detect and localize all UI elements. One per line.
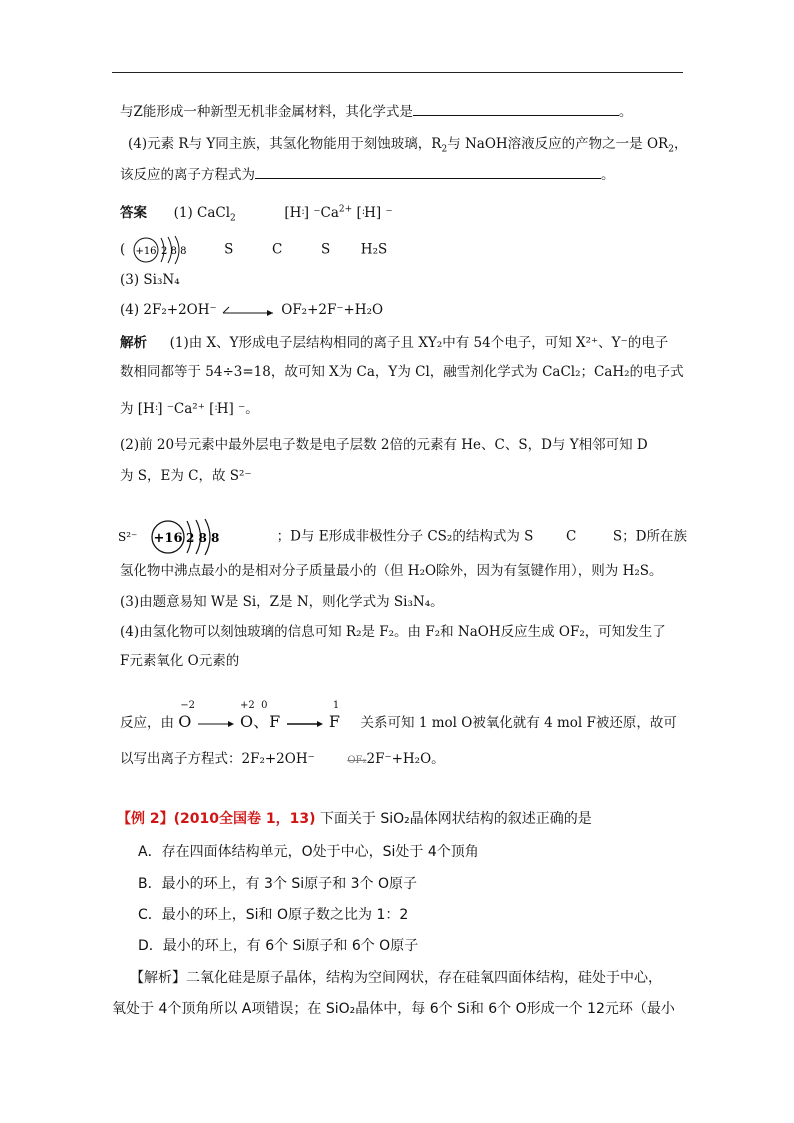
- electron-dots: :: [361, 206, 365, 217]
- oxidation-f: 1 F: [328, 700, 340, 731]
- answer-2-item: C: [272, 241, 283, 258]
- question-line-1: 与Z能形成一种新型无机非金属材料，其化学式是 。: [120, 101, 632, 122]
- answer-line-1: 答案 (1) CaCl$_2$ [H:] $^-Ca^{2+}$ [:H] ⁻: [120, 204, 393, 224]
- answer-label: 答案: [120, 205, 147, 221]
- strike-product: OF₂: [347, 755, 367, 766]
- transfer-arrow: [196, 718, 236, 730]
- electron-dots: :: [301, 206, 304, 217]
- analysis-line-1: 解析 (1)由 X、Y形成电子层结构相同的离子且 XY₂中有 54个电子，可知 X²⁺、Y⁻的电子: [120, 335, 669, 351]
- electron-dots: :: [214, 402, 217, 413]
- option-b: B．最小的环上，有 3个 Si原子和 3个 O原子: [138, 876, 418, 892]
- reaction-arrow: [221, 304, 277, 318]
- shell-electrons: 2 8 8: [186, 531, 220, 545]
- example-2-analysis-2: 氧处于 4个顶角所以 A项错误；在 SiO₂晶体中，每 6个 Si和 6个 O形成一个 12元环（最小: [112, 1001, 675, 1017]
- analysis-line-3: 为 [H:] ⁻Ca²⁺ [:H] ⁻。: [120, 401, 259, 417]
- electron-dots: :: [154, 402, 158, 413]
- example-2-analysis-1: 【解析】二氧化硅是原子晶体，结构为空间网状，存在硅氧四面体结构，硅处于中心，: [130, 970, 662, 986]
- analysis-4-line-1: (4)由氢化物可以刻蚀玻璃的信息可知 R₂是 F₂。由 F₂和 NaOH反应生成 OF₂，可知发生了: [120, 624, 666, 640]
- oxidation-o-f: +2 0 O、F: [240, 700, 281, 731]
- answer-line-2: ( +16 2 8 8 S C S H₂S: [120, 235, 387, 265]
- example-2-title: 【例 2】(2010全国卷 1，13) 下面关于 SiO₂晶体网状结构的叙述正确的是: [117, 811, 592, 827]
- nucleus-charge: +16: [135, 246, 157, 257]
- analysis-label: 解析: [120, 335, 147, 351]
- answer-blank-2[interactable]: [255, 164, 601, 179]
- example-tag: 【例 2】(2010全国卷 1，13): [117, 811, 316, 827]
- transfer-arrow: [285, 718, 325, 730]
- nucleus-charge: +16: [153, 531, 183, 546]
- answer-2-item: S: [320, 241, 331, 258]
- answer-blank-1[interactable]: [413, 101, 619, 116]
- oxidation-o-minus2: −2 O: [178, 700, 196, 731]
- sulfur-atom-diagram: [130, 235, 200, 265]
- analysis-2-line-3: S²⁻ +16 2 8 8 ；D与 E形成非极性分子 CS₂的结构式为 S C S；D所在族: [118, 517, 687, 557]
- answer-line-4: (4) 2F₂+2OH⁻ OF₂+2F⁻+H₂O: [120, 302, 384, 318]
- analysis-4-line-2: F元素氧化 O元素的: [120, 653, 240, 669]
- option-a: A．存在四面体结构单元，O处于中心，Si处于 4个顶角: [138, 844, 479, 860]
- option-c: C．最小的环上，Si和 O原子数之比为 1：2: [138, 907, 409, 923]
- analysis-2-line-2: 为 S，E为 C，故 S²⁻: [120, 468, 252, 484]
- analysis-2-line-1: (2)前 20号元素中最外层电子数是电子层数 2倍的元素有 He、C、S，D与 Y相邻可知 D: [120, 437, 648, 453]
- header-rule: [112, 72, 683, 73]
- sulfide-ion-diagram: [118, 517, 230, 557]
- analysis-line-2: 数相同都等于 54÷3=18，故可知 X为 Ca，Y为 Cl，融雪剂化学式为 CaCl₂；CaH₂的电子式: [120, 364, 684, 380]
- analysis-4-line-3: 反应，由 −2 O +2 0 O、F 1 F 关系可知 1 mol O被氧化就有 4 mol F被还原，故可: [120, 700, 677, 731]
- answer-line-3: (3) Si₃N₄: [120, 272, 180, 288]
- shell-electrons: 2 8 8: [160, 246, 187, 257]
- analysis-3: (3)由题意易知 W是 Si，Z是 N，则化学式为 Si₃N₄。: [120, 594, 444, 610]
- question-4-line-2: 该反应的离子方程式为 。: [120, 164, 615, 185]
- analysis-2-line-4: 氢化物中沸点最小的是相对分子质量最小的（但 H₂O除外，因为有氢键作用），则为 H₂S。: [120, 563, 663, 579]
- option-d: D．最小的环上，有 6个 Si原子和 6个 O原子: [138, 938, 419, 954]
- answer-2-item: S: [224, 241, 234, 258]
- analysis-4-line-4: 以写出离子方程式：2F₂+2OH⁻ OF₂2F⁻+H₂O。: [120, 751, 445, 767]
- answer-2-item: H₂S: [360, 241, 388, 258]
- ion-label: S²⁻: [118, 530, 138, 544]
- question-4-line-1: (4)元素 R与 Y同主族，其氢化物能用于刻蚀玻璃，$R_2$与 NaOH溶液反应的产物之一是 $OR_2$，: [128, 136, 688, 155]
